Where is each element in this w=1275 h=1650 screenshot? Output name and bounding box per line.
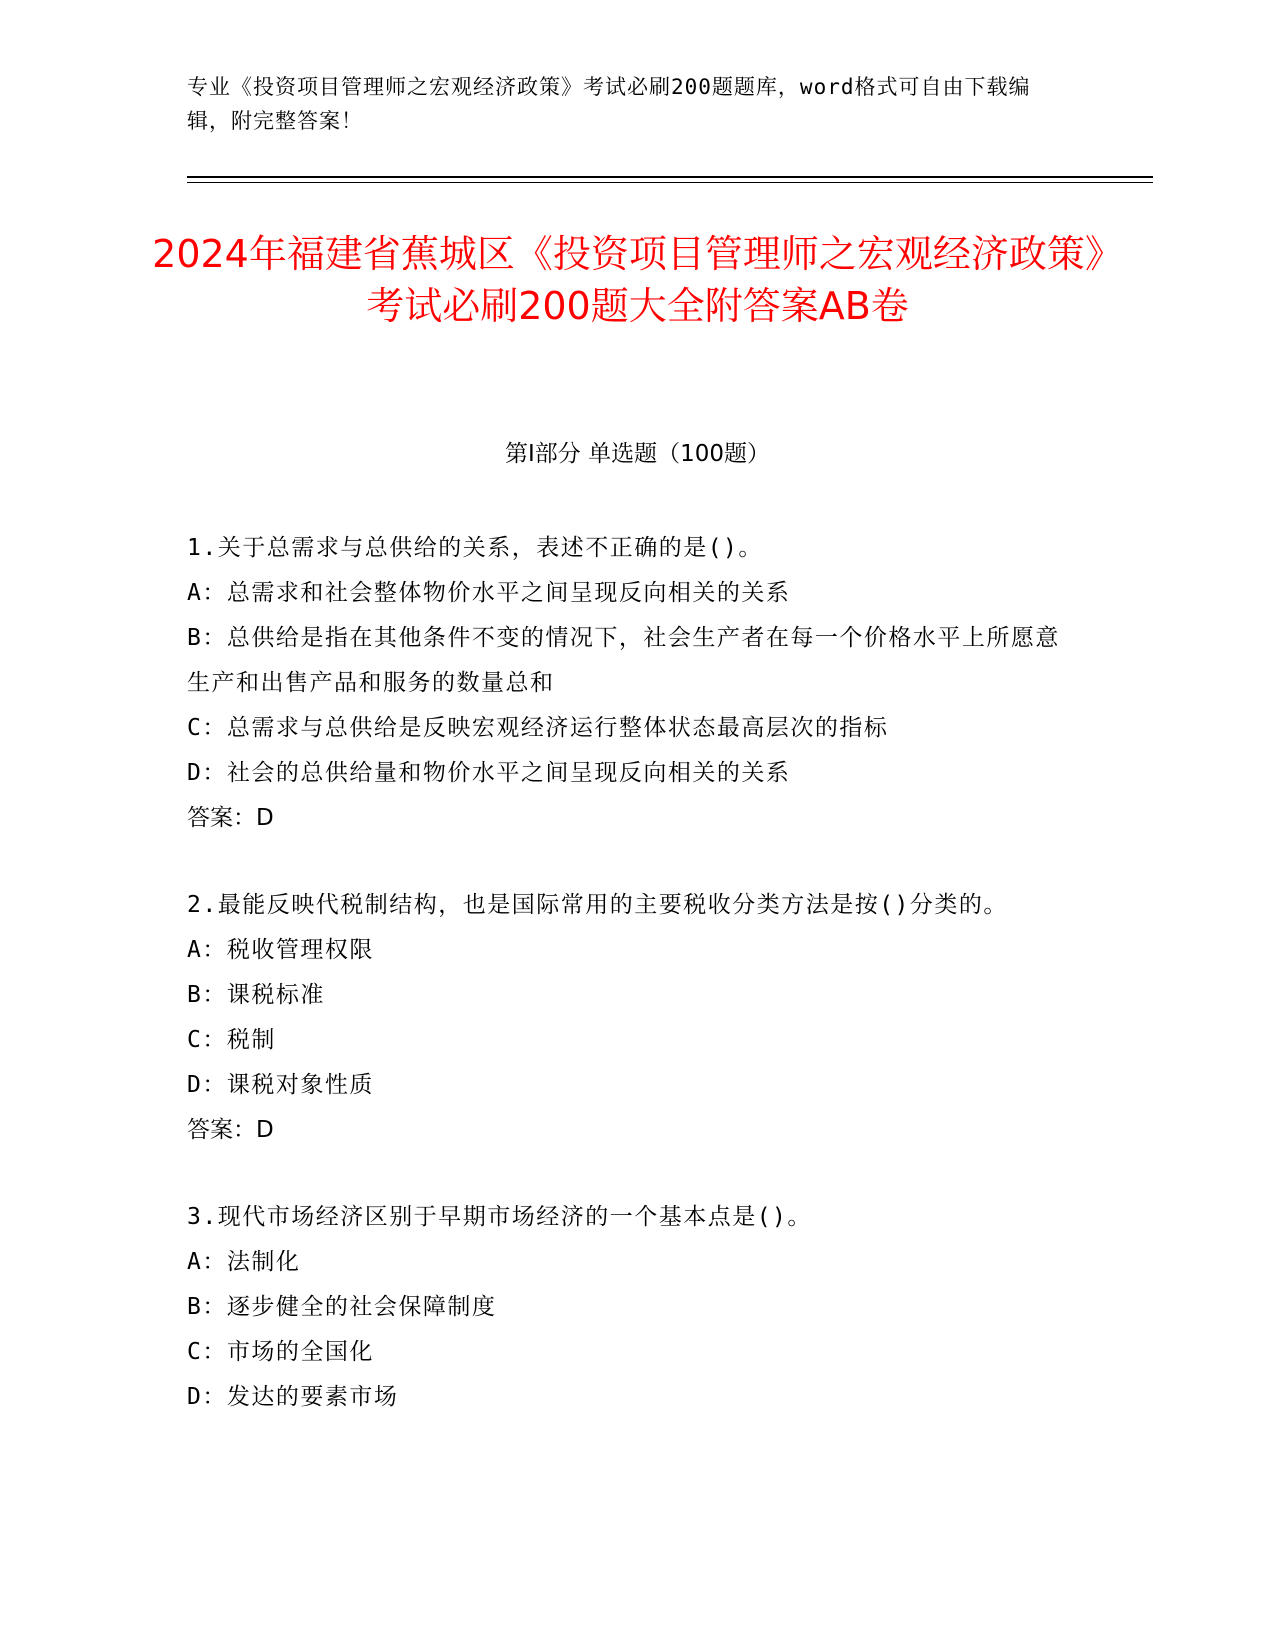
header-rule-thick: [187, 176, 1153, 178]
option-a: A：总需求和社会整体物价水平之间呈现反向相关的关系: [187, 580, 791, 606]
question-stem: 2.最能反映代税制结构，也是国际常用的主要税收分类方法是按()分类的。: [187, 892, 1008, 918]
option-d: D：课税对象性质: [187, 1072, 374, 1098]
option-c: C：税制: [187, 1027, 276, 1053]
option-a: A：税收管理权限: [187, 937, 374, 963]
option-c: C：总需求与总供给是反映宏观经济运行整体状态最高层次的指标: [187, 715, 889, 741]
document-title: 2024年福建省蕉城区《投资项目管理师之宏观经济政策》考试必刷200题大全附答案AB卷: [152, 232, 1123, 328]
option-d: D：发达的要素市场: [187, 1384, 399, 1410]
option-c: C：市场的全国化: [187, 1339, 374, 1365]
question-1: [187, 526, 1067, 841]
option-b: B：逐步健全的社会保障制度: [187, 1294, 497, 1320]
section-title: 第Ⅰ部分 单选题（100题）: [505, 441, 770, 467]
option-a: A：法制化: [187, 1249, 301, 1275]
option-b: B：总供给是指在其他条件不变的情况下，社会生产者在每一个价格水平上所愿意生产和出售产品和服务的数量总和: [187, 625, 1060, 696]
header-rule-thin: [187, 182, 1153, 183]
question-2: [187, 883, 1067, 1153]
answer: 答案：D: [187, 805, 274, 831]
option-d: D：社会的总供给量和物价水平之间呈现反向相关的关系: [187, 760, 791, 786]
question-3: [187, 1195, 1067, 1420]
option-b: B：课税标准: [187, 982, 325, 1008]
header-note: 专业《投资项目管理师之宏观经济政策》考试必刷200题题库，word格式可自由下载编辑，附完整答案！: [187, 75, 1031, 133]
answer: 答案：D: [187, 1117, 274, 1143]
question-list: [187, 526, 1067, 1462]
question-stem: 3.现代市场经济区别于早期市场经济的一个基本点是()。: [187, 1204, 812, 1230]
question-stem: 1.关于总需求与总供给的关系，表述不正确的是()。: [187, 535, 763, 561]
